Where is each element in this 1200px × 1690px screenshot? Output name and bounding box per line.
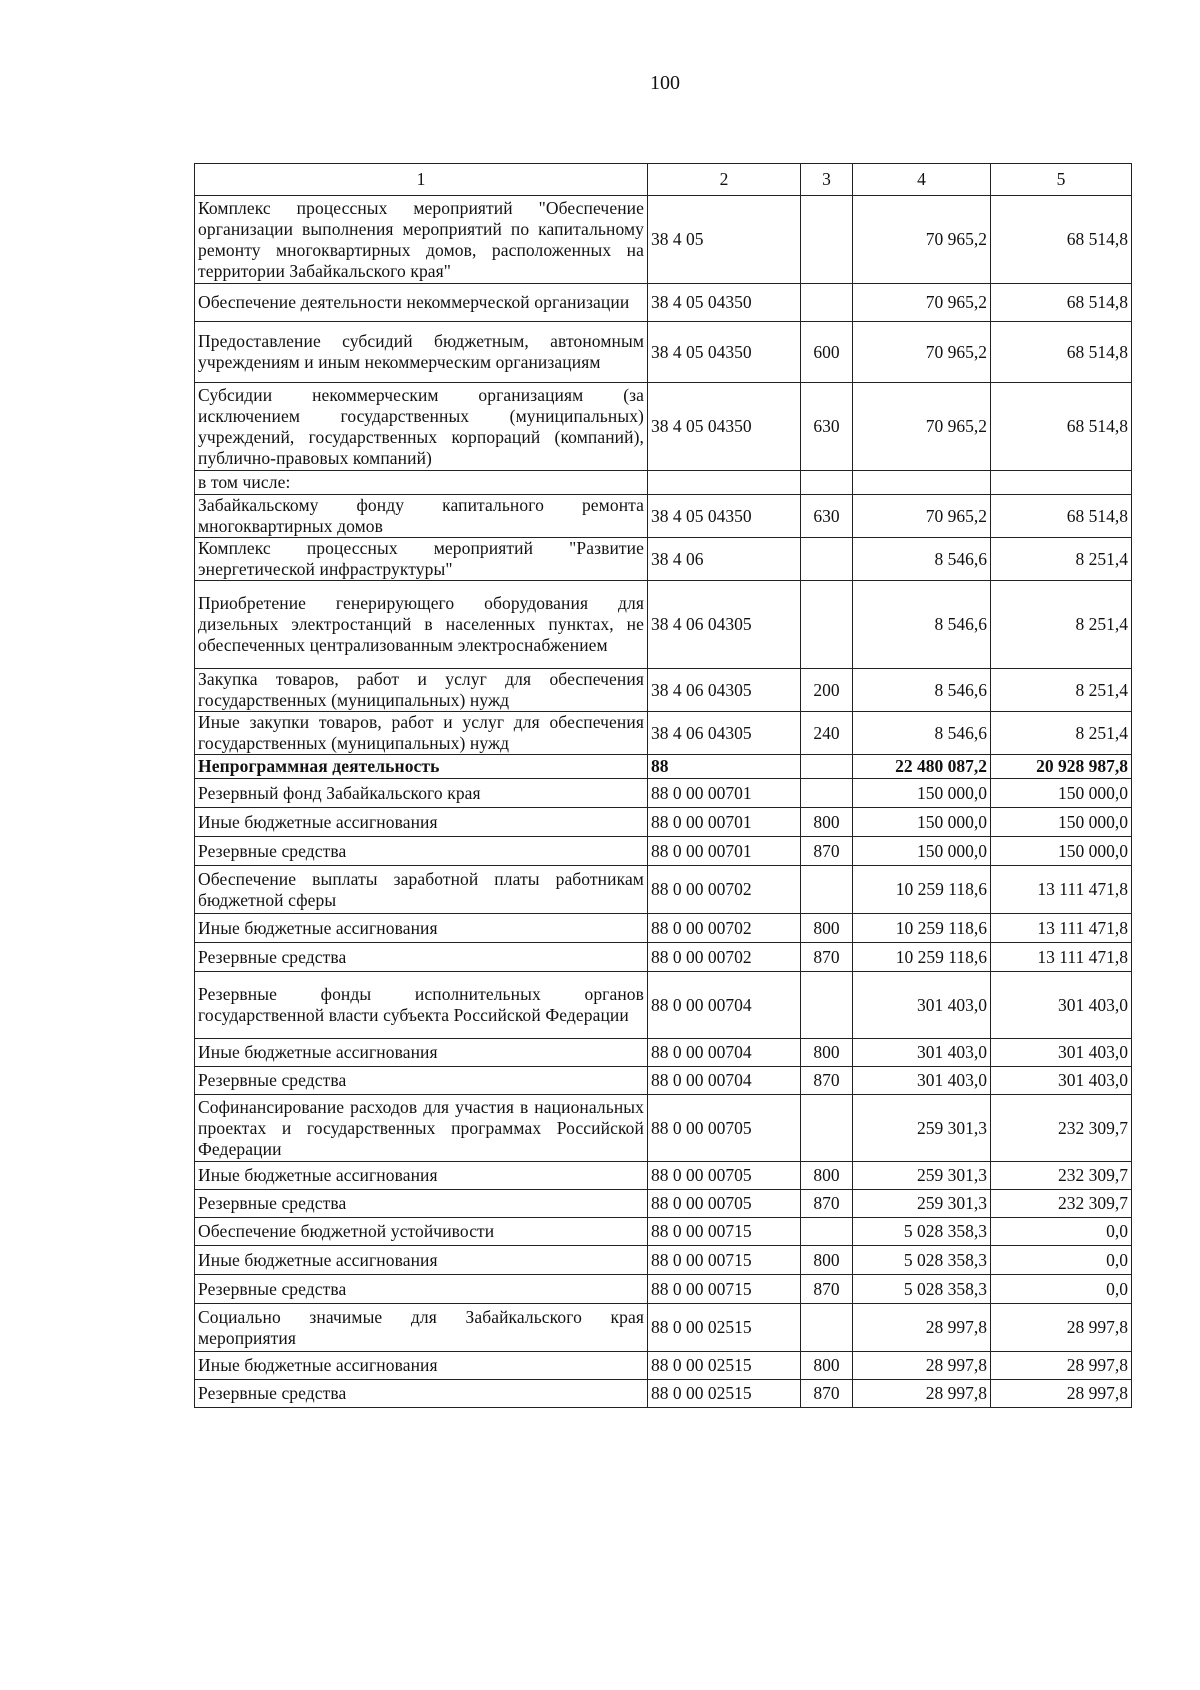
row-expense-type-cell: 870 [801, 943, 853, 972]
row-amount-2-cell: 8 251,4 [991, 538, 1132, 581]
header-row [195, 164, 1132, 196]
table-row [195, 1304, 1132, 1352]
row-code-cell: 38 4 05 04350 [648, 383, 801, 471]
row-amount-2-cell: 150 000,0 [991, 779, 1132, 808]
row-code-cell: 88 0 00 00715 [648, 1246, 801, 1275]
row-amount-1-cell: 150 000,0 [853, 837, 991, 866]
row-amount-1-cell: 70 965,2 [853, 322, 991, 383]
row-expense-type-cell [801, 779, 853, 808]
row-code-cell: 88 0 00 00701 [648, 779, 801, 808]
row-code-cell: 88 0 00 00704 [648, 1039, 801, 1067]
row-expense-type-cell [801, 471, 853, 495]
row-name-cell: Комплекс процессных мероприятий "Обеспечение организации выполнения мероприятий по капитальному ремонту многоквартирных домов, расположенных на территории Забайкальского края" [195, 196, 648, 284]
row-amount-2-cell: 150 000,0 [991, 837, 1132, 866]
row-code-cell: 38 4 05 04350 [648, 495, 801, 538]
row-expense-type-cell [801, 538, 853, 581]
row-expense-type-cell: 200 [801, 669, 853, 712]
row-amount-2-cell: 68 514,8 [991, 322, 1132, 383]
row-amount-1-cell: 10 259 118,6 [853, 914, 991, 943]
row-code-cell: 88 0 00 00715 [648, 1218, 801, 1246]
table-row [195, 866, 1132, 914]
row-name-cell: Обеспечение бюджетной устойчивости [195, 1218, 648, 1246]
row-expense-type-cell [801, 866, 853, 914]
row-amount-2-cell: 301 403,0 [991, 1039, 1132, 1067]
row-amount-1-cell: 150 000,0 [853, 779, 991, 808]
table-row [195, 1162, 1132, 1190]
row-name-cell: в том числе: [195, 471, 648, 495]
row-name-cell: Резервные средства [195, 943, 648, 972]
row-expense-type-cell [801, 755, 853, 779]
row-name-cell: Забайкальскому фонду капитального ремонта многоквартирных домов [195, 495, 648, 538]
row-amount-1-cell: 259 301,3 [853, 1162, 991, 1190]
table-row [195, 808, 1132, 837]
row-amount-1-cell: 70 965,2 [853, 196, 991, 284]
column-header-expense-type: 3 [801, 164, 853, 196]
row-amount-1-cell: 8 546,6 [853, 712, 991, 755]
row-expense-type-cell: 870 [801, 1190, 853, 1218]
row-amount-1-cell: 70 965,2 [853, 383, 991, 471]
row-amount-1-cell: 301 403,0 [853, 1039, 991, 1067]
row-amount-1-cell [853, 471, 991, 495]
row-code-cell: 88 0 00 02515 [648, 1304, 801, 1352]
row-amount-2-cell: 13 111 471,8 [991, 866, 1132, 914]
row-expense-type-cell [801, 284, 853, 322]
row-expense-type-cell: 630 [801, 383, 853, 471]
row-amount-2-cell: 68 514,8 [991, 383, 1132, 471]
row-code-cell: 88 0 00 00715 [648, 1275, 801, 1304]
row-name-cell: Софинансирование расходов для участия в национальных проектах и государственных программах Российской Федерации [195, 1095, 648, 1162]
table-row [195, 755, 1132, 779]
row-amount-1-cell: 5 028 358,3 [853, 1246, 991, 1275]
row-name-cell: Обеспечение деятельности некоммерческой организации [195, 284, 648, 322]
table-row [195, 284, 1132, 322]
row-name-cell: Приобретение генерирующего оборудования для дизельных электростанций в населенных пунктах, не обеспеченных централизованным электроснабжением [195, 581, 648, 669]
row-name-cell: Иные бюджетные ассигнования [195, 808, 648, 837]
table-row [195, 669, 1132, 712]
row-name-cell: Резервные средства [195, 1190, 648, 1218]
table-row [195, 712, 1132, 755]
row-amount-1-cell: 259 301,3 [853, 1190, 991, 1218]
row-amount-2-cell: 8 251,4 [991, 669, 1132, 712]
row-amount-1-cell: 70 965,2 [853, 284, 991, 322]
table-row [195, 914, 1132, 943]
row-name-cell: Иные бюджетные ассигнования [195, 1162, 648, 1190]
row-amount-1-cell: 28 997,8 [853, 1304, 991, 1352]
row-expense-type-cell: 630 [801, 495, 853, 538]
table-header [195, 164, 1132, 196]
row-name-cell: Закупка товаров, работ и услуг для обеспечения государственных (муниципальных) нужд [195, 669, 648, 712]
row-amount-1-cell: 5 028 358,3 [853, 1275, 991, 1304]
table-row [195, 943, 1132, 972]
row-amount-2-cell: 232 309,7 [991, 1190, 1132, 1218]
row-amount-2-cell: 28 997,8 [991, 1304, 1132, 1352]
row-expense-type-cell [801, 972, 853, 1039]
row-amount-2-cell: 13 111 471,8 [991, 914, 1132, 943]
column-header-amount-2: 5 [991, 164, 1132, 196]
row-name-cell: Субсидии некоммерческим организациям (за исключением государственных (муниципальных) учреждений, государственных корпораций (компаний), публично-правовых компаний) [195, 383, 648, 471]
table-row [195, 1275, 1132, 1304]
row-expense-type-cell [801, 581, 853, 669]
row-expense-type-cell: 800 [801, 914, 853, 943]
row-code-cell: 88 0 00 00705 [648, 1095, 801, 1162]
table-row [195, 1246, 1132, 1275]
table-row [195, 1039, 1132, 1067]
row-code-cell: 88 0 00 00702 [648, 943, 801, 972]
row-expense-type-cell: 800 [801, 1246, 853, 1275]
row-amount-1-cell: 10 259 118,6 [853, 943, 991, 972]
row-name-cell: Непрограммная деятельность [195, 755, 648, 779]
row-name-cell: Иные бюджетные ассигнования [195, 1246, 648, 1275]
row-expense-type-cell [801, 196, 853, 284]
row-amount-2-cell: 8 251,4 [991, 712, 1132, 755]
row-amount-2-cell: 13 111 471,8 [991, 943, 1132, 972]
row-name-cell: Иные бюджетные ассигнования [195, 1352, 648, 1380]
budget-table [194, 163, 1132, 1408]
table-row [195, 581, 1132, 669]
row-code-cell: 38 4 05 [648, 196, 801, 284]
row-amount-1-cell: 150 000,0 [853, 808, 991, 837]
row-amount-1-cell: 5 028 358,3 [853, 1218, 991, 1246]
column-header-amount-1: 4 [853, 164, 991, 196]
row-expense-type-cell [801, 1095, 853, 1162]
row-expense-type-cell: 240 [801, 712, 853, 755]
row-code-cell: 38 4 06 04305 [648, 712, 801, 755]
row-name-cell: Обеспечение выплаты заработной платы работникам бюджетной сферы [195, 866, 648, 914]
row-expense-type-cell: 870 [801, 837, 853, 866]
row-amount-2-cell: 150 000,0 [991, 808, 1132, 837]
row-expense-type-cell: 870 [801, 1275, 853, 1304]
table-body [195, 196, 1132, 1408]
table-row [195, 471, 1132, 495]
row-code-cell: 88 0 00 00702 [648, 914, 801, 943]
table-row [195, 1352, 1132, 1380]
row-name-cell: Резервные фонды исполнительных органов государственной власти субъекта Российской Федерации [195, 972, 648, 1039]
table-row [195, 495, 1132, 538]
row-amount-2-cell: 301 403,0 [991, 972, 1132, 1039]
table-row [195, 538, 1132, 581]
row-name-cell: Иные бюджетные ассигнования [195, 914, 648, 943]
row-amount-2-cell: 68 514,8 [991, 284, 1132, 322]
row-amount-1-cell: 259 301,3 [853, 1095, 991, 1162]
row-expense-type-cell: 870 [801, 1067, 853, 1095]
row-expense-type-cell [801, 1304, 853, 1352]
row-code-cell: 88 0 00 00701 [648, 808, 801, 837]
table-row [195, 972, 1132, 1039]
row-name-cell: Социально значимые для Забайкальского края мероприятия [195, 1304, 648, 1352]
row-code-cell: 88 0 00 02515 [648, 1352, 801, 1380]
row-amount-2-cell: 0,0 [991, 1275, 1132, 1304]
row-amount-1-cell: 10 259 118,6 [853, 866, 991, 914]
row-amount-2-cell: 0,0 [991, 1246, 1132, 1275]
row-amount-1-cell: 301 403,0 [853, 972, 991, 1039]
row-code-cell: 88 0 00 00701 [648, 837, 801, 866]
row-code-cell: 38 4 05 04350 [648, 322, 801, 383]
row-amount-1-cell: 8 546,6 [853, 669, 991, 712]
row-amount-2-cell: 8 251,4 [991, 581, 1132, 669]
row-name-cell: Резервные средства [195, 1067, 648, 1095]
row-name-cell: Резервные средства [195, 1380, 648, 1408]
row-code-cell: 88 0 00 00705 [648, 1162, 801, 1190]
table-row [195, 837, 1132, 866]
row-expense-type-cell: 800 [801, 1352, 853, 1380]
row-amount-1-cell: 70 965,2 [853, 495, 991, 538]
row-amount-2-cell: 28 997,8 [991, 1352, 1132, 1380]
row-name-cell: Резервные средства [195, 1275, 648, 1304]
row-code-cell: 38 4 05 04350 [648, 284, 801, 322]
column-header-code: 2 [648, 164, 801, 196]
row-name-cell: Резервный фонд Забайкальского края [195, 779, 648, 808]
row-expense-type-cell: 800 [801, 808, 853, 837]
row-code-cell: 88 0 00 02515 [648, 1380, 801, 1408]
table-row [195, 1380, 1132, 1408]
table-row [195, 1218, 1132, 1246]
row-expense-type-cell: 800 [801, 1162, 853, 1190]
row-amount-1-cell: 8 546,6 [853, 581, 991, 669]
row-amount-1-cell: 301 403,0 [853, 1067, 991, 1095]
row-amount-2-cell: 28 997,8 [991, 1380, 1132, 1408]
row-name-cell: Предоставление субсидий бюджетным, автономным учреждениям и иным некоммерческим организациям [195, 322, 648, 383]
row-expense-type-cell: 600 [801, 322, 853, 383]
row-amount-1-cell: 28 997,8 [853, 1352, 991, 1380]
table-row [195, 1095, 1132, 1162]
row-amount-1-cell: 22 480 087,2 [853, 755, 991, 779]
page-number: 100 [650, 72, 680, 94]
row-amount-1-cell: 28 997,8 [853, 1380, 991, 1408]
row-amount-2-cell: 0,0 [991, 1218, 1132, 1246]
row-name-cell: Иные бюджетные ассигнования [195, 1039, 648, 1067]
row-amount-1-cell: 8 546,6 [853, 538, 991, 581]
row-amount-2-cell: 232 309,7 [991, 1095, 1132, 1162]
row-expense-type-cell [801, 1218, 853, 1246]
row-code-cell: 88 0 00 00704 [648, 1067, 801, 1095]
row-name-cell: Резервные средства [195, 837, 648, 866]
row-expense-type-cell: 800 [801, 1039, 853, 1067]
row-amount-2-cell [991, 471, 1132, 495]
table-row [195, 383, 1132, 471]
row-amount-2-cell: 68 514,8 [991, 196, 1132, 284]
row-amount-2-cell: 68 514,8 [991, 495, 1132, 538]
row-code-cell: 88 0 00 00702 [648, 866, 801, 914]
column-header-name: 1 [195, 164, 648, 196]
row-code-cell: 38 4 06 [648, 538, 801, 581]
row-code-cell: 88 [648, 755, 801, 779]
row-code-cell [648, 471, 801, 495]
table-row [195, 779, 1132, 808]
table-row [195, 1190, 1132, 1218]
row-name-cell: Иные закупки товаров, работ и услуг для обеспечения государственных (муниципальных) нужд [195, 712, 648, 755]
row-code-cell: 38 4 06 04305 [648, 669, 801, 712]
table-row [195, 322, 1132, 383]
row-code-cell: 38 4 06 04305 [648, 581, 801, 669]
row-amount-2-cell: 20 928 987,8 [991, 755, 1132, 779]
row-amount-2-cell: 232 309,7 [991, 1162, 1132, 1190]
row-code-cell: 88 0 00 00705 [648, 1190, 801, 1218]
row-name-cell: Комплекс процессных мероприятий "Развитие энергетической инфраструктуры" [195, 538, 648, 581]
row-expense-type-cell: 870 [801, 1380, 853, 1408]
row-code-cell: 88 0 00 00704 [648, 972, 801, 1039]
row-amount-2-cell: 301 403,0 [991, 1067, 1132, 1095]
table-row [195, 196, 1132, 284]
table-row [195, 1067, 1132, 1095]
